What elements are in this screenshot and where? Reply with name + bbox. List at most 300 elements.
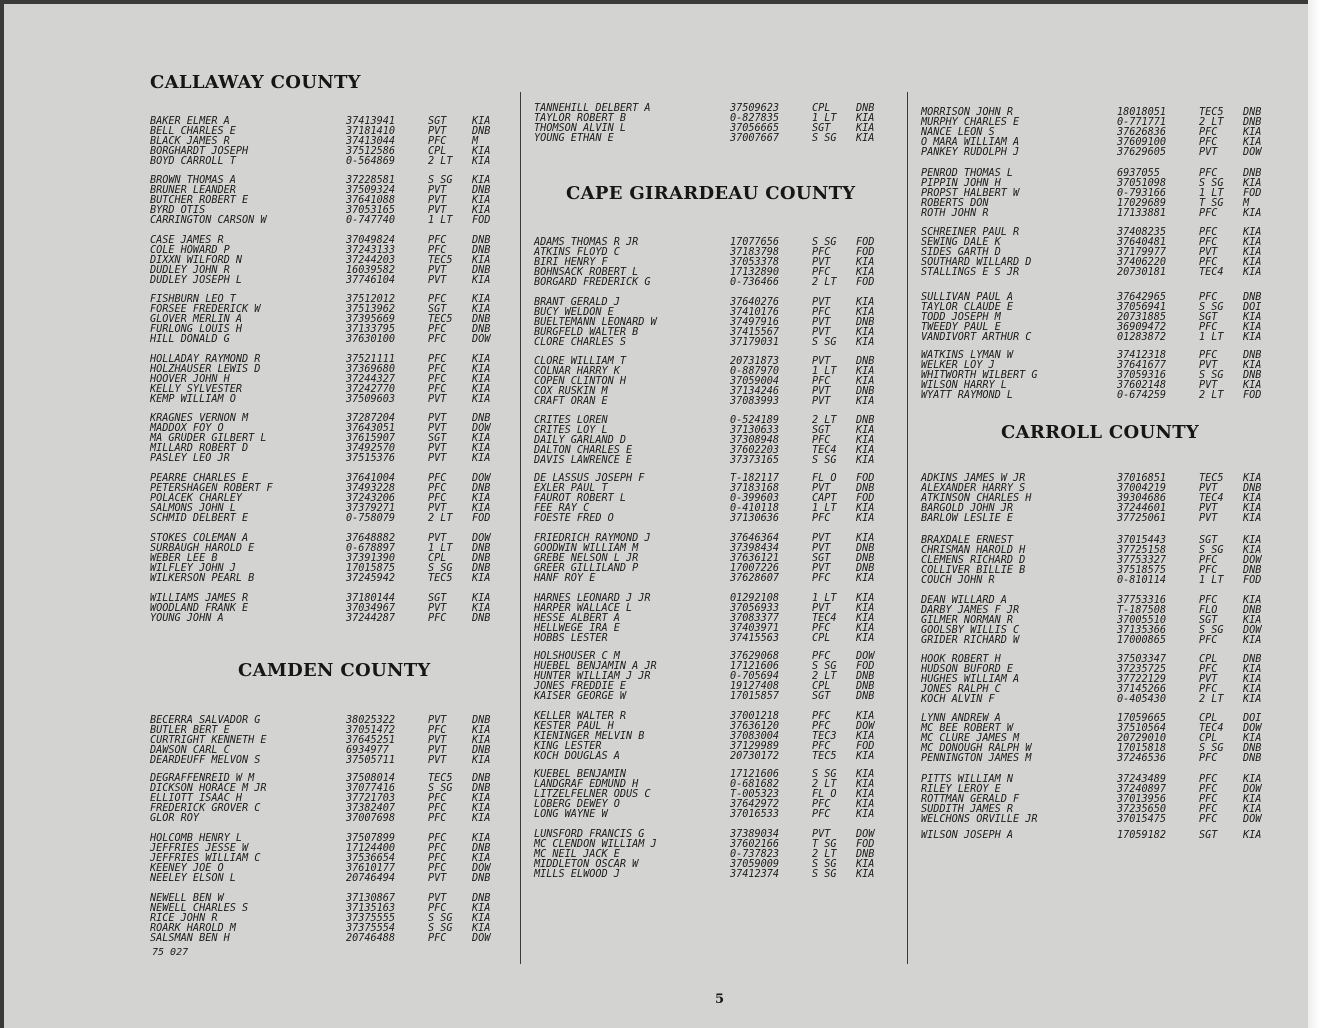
rank: S SG — [812, 869, 837, 880]
rank: PFC — [1199, 237, 1218, 248]
soldier-name: STOKES COLEMAN A — [150, 533, 249, 544]
rank: PFC — [1199, 227, 1218, 238]
status-code: KIA — [472, 175, 491, 186]
serial-number: 17132890 — [730, 267, 780, 278]
rank: S SG — [1199, 370, 1224, 381]
serial-number: 0-405430 — [1117, 694, 1167, 705]
rank: TEC5 — [812, 751, 837, 762]
rank: PFC — [1199, 774, 1218, 785]
serial-number: 19127408 — [730, 681, 780, 692]
soldier-name: HUGHES WILLIAM A — [921, 674, 1020, 685]
serial-number: 20731873 — [730, 356, 780, 367]
soldier-name: GREER GILLILAND P — [534, 563, 639, 574]
serial-number: 37509324 — [346, 185, 396, 196]
status-code: KIA — [1243, 535, 1262, 546]
soldier-name: CHRISMAN HAROLD H — [921, 545, 1026, 556]
status-code: KIA — [472, 735, 491, 746]
rank: 1 LT — [1199, 332, 1224, 343]
soldier-name: MIDDLETON OSCAR W — [534, 859, 639, 870]
soldier-name: KEENEY JOE O — [150, 863, 224, 874]
serial-number: 37615907 — [346, 433, 396, 444]
serial-number: 37641088 — [346, 195, 396, 206]
status-code: KIA — [1243, 794, 1262, 805]
status-code: KIA — [472, 146, 491, 157]
soldier-name: BURGFELD WALTER B — [534, 327, 639, 338]
status-code: DOI — [1243, 713, 1262, 724]
serial-number: 37641004 — [346, 473, 396, 484]
rank: TEC4 — [1199, 267, 1224, 278]
soldier-name: BARLOW LESLIE E — [921, 513, 1014, 524]
soldier-name: DIXXN WILFORD N — [150, 255, 243, 266]
soldier-name: MC BEE ROBERT W — [921, 723, 1014, 734]
soldier-name: CARRINGTON CARSON W — [150, 215, 267, 226]
soldier-name: WELCHONS ORVILLE JR — [921, 814, 1038, 825]
status-code: KIA — [856, 307, 875, 318]
serial-number: 37016851 — [1117, 473, 1167, 484]
status-code: DNB — [472, 773, 491, 784]
rank: PVT — [428, 205, 447, 216]
rank: PFC — [428, 863, 447, 874]
rank: T SG — [812, 839, 837, 850]
rank: PFC — [1199, 794, 1218, 805]
rank: PFC — [1199, 137, 1218, 148]
soldier-name: COPEN CLINTON H — [534, 376, 627, 387]
rank: TEC5 — [1199, 473, 1224, 484]
soldier-name: MILLARD ROBERT D — [150, 443, 249, 454]
soldier-name: PASLEY LEO JR — [150, 453, 230, 464]
serial-number: 37640276 — [730, 297, 780, 308]
rank: PFC — [812, 721, 831, 732]
rank: PVT — [812, 603, 831, 614]
status-code: KIA — [472, 294, 491, 305]
rank: PFC — [428, 725, 447, 736]
rank: PVT — [812, 483, 831, 494]
status-code: KIA — [1243, 774, 1262, 785]
serial-number: 37246536 — [1117, 753, 1167, 764]
serial-number: 17015857 — [730, 691, 780, 702]
serial-number: 0-410118 — [730, 503, 780, 514]
serial-number: 0-399603 — [730, 493, 780, 504]
status-code: DNB — [472, 413, 491, 424]
soldier-name: MC CLENDON WILLIAM J — [534, 839, 657, 850]
rank: PFC — [428, 853, 447, 864]
rank: 2 LT — [1199, 694, 1224, 705]
serial-number: 37509623 — [730, 103, 780, 114]
soldier-name: BYRD OTIS — [150, 205, 206, 216]
rank: S SG — [812, 237, 837, 248]
soldier-name: GOODWIN WILLIAM M — [534, 543, 639, 554]
serial-number: 37179031 — [730, 337, 780, 348]
status-code: KIA — [1243, 664, 1262, 675]
serial-number: 37507899 — [346, 833, 396, 844]
rank: SGT — [812, 425, 831, 436]
rank: 1 LT — [1199, 188, 1224, 199]
status-code: DOW — [856, 721, 875, 732]
rank: SGT — [428, 433, 447, 444]
soldier-name: HOOK ROBERT H — [921, 654, 1001, 665]
serial-number: 37642965 — [1117, 292, 1167, 303]
status-code: KIA — [1243, 137, 1262, 148]
status-code: DNB — [472, 324, 491, 335]
status-code: KIA — [472, 394, 491, 405]
serial-number: 17121606 — [730, 661, 780, 672]
rank: PVT — [428, 715, 447, 726]
rank: PVT — [812, 543, 831, 554]
soldier-name: COLNAR HARRY K — [534, 366, 620, 377]
serial-number: 37181410 — [346, 126, 396, 137]
soldier-name: LUNSFORD FRANCIS G — [534, 829, 645, 840]
rank: PFC — [1199, 635, 1218, 646]
serial-number: 37180144 — [346, 593, 396, 604]
rank: PFC — [1199, 127, 1218, 138]
soldier-name: MC NEIL JACK E — [534, 849, 620, 860]
serial-number: 36909472 — [1117, 322, 1167, 333]
rank: SGT — [1199, 535, 1218, 546]
soldier-name: BUELTEMANN LEONARD W — [534, 317, 657, 328]
serial-number: 37083377 — [730, 613, 780, 624]
serial-number: 37725061 — [1117, 513, 1167, 524]
soldier-name: BRANT GERALD J — [534, 297, 620, 308]
soldier-name: HARPER WALLACE L — [534, 603, 633, 614]
serial-number: 37415563 — [730, 633, 780, 644]
soldier-name: HOLZHAUSER LEWIS D — [150, 364, 261, 375]
status-code: KIA — [1243, 227, 1262, 238]
status-code: KIA — [856, 376, 875, 387]
serial-number: 37497916 — [730, 317, 780, 328]
serial-number: 37398434 — [730, 543, 780, 554]
rank: SGT — [428, 593, 447, 604]
soldier-name: PITTS WILLIAM N — [921, 774, 1014, 785]
status-code: DNB — [1243, 350, 1262, 361]
serial-number: 37059316 — [1117, 370, 1167, 381]
soldier-name: WILSON JOSEPH A — [921, 830, 1014, 841]
serial-number: 37395669 — [346, 314, 396, 325]
soldier-name: BUTLER BERT E — [150, 725, 230, 736]
soldier-name: COLLIVER BILLIE B — [921, 565, 1026, 576]
rank: PFC — [1199, 664, 1218, 675]
rank: PVT — [1199, 380, 1218, 391]
soldier-name: BECERRA SALVADOR G — [150, 715, 261, 726]
column-divider-left — [520, 92, 521, 964]
serial-number: 37628607 — [730, 573, 780, 584]
rank: PVT — [428, 755, 447, 766]
serial-number: 37412318 — [1117, 350, 1167, 361]
status-code: KIA — [472, 503, 491, 514]
rank: PVT — [428, 873, 447, 884]
status-code: DOW — [472, 933, 491, 944]
status-code: KIA — [856, 593, 875, 604]
serial-number: T-182117 — [730, 473, 780, 484]
rank: FL O — [812, 789, 837, 800]
soldier-name: ALEXANDER HARRY S — [921, 483, 1026, 494]
rank: CPL — [1199, 733, 1218, 744]
soldier-name: KAISER GEORGE W — [534, 691, 627, 702]
status-code: FOD — [856, 237, 875, 248]
rank: PFC — [1199, 814, 1218, 825]
serial-number: 37059004 — [730, 376, 780, 387]
status-code: KIA — [472, 833, 491, 844]
serial-number: 38025322 — [346, 715, 396, 726]
status-code: DNB — [472, 613, 491, 624]
rank: PVT — [428, 185, 447, 196]
status-code: KIA — [1243, 635, 1262, 646]
status-code: KIA — [1243, 694, 1262, 705]
serial-number: 37403971 — [730, 623, 780, 634]
rank: PFC — [812, 623, 831, 634]
status-code: KIA — [472, 116, 491, 127]
rank: PFC — [812, 711, 831, 722]
status-code: KIA — [856, 366, 875, 377]
status-code: KIA — [856, 445, 875, 456]
soldier-name: JEFFRIES WILLIAM C — [150, 853, 261, 864]
status-code: DNB — [856, 553, 875, 564]
soldier-name: GLOVER MERLIN A — [150, 314, 243, 325]
status-code: M — [1243, 198, 1250, 209]
soldier-name: ADAMS THOMAS R JR — [534, 237, 639, 248]
status-code: DOW — [1243, 723, 1262, 734]
soldier-name: BIRI HENRY F — [534, 257, 608, 268]
soldier-name: WILSON HARRY L — [921, 380, 1007, 391]
serial-number: 37244287 — [346, 613, 396, 624]
rank: S SG — [428, 175, 453, 186]
status-code: KIA — [1243, 615, 1262, 626]
serial-number: 37059009 — [730, 859, 780, 870]
county-heading: CARROLL COUNTY — [1001, 422, 1200, 443]
serial-number: 37503347 — [1117, 654, 1167, 665]
status-code: DNB — [856, 563, 875, 574]
serial-number: 0-747740 — [346, 215, 396, 226]
serial-number: 37373165 — [730, 455, 780, 466]
serial-number: 37007698 — [346, 813, 396, 824]
rank: PVT — [812, 356, 831, 367]
soldier-name: DEARDEUFF MELVON S — [150, 755, 261, 766]
status-code: FOD — [856, 277, 875, 288]
rank: PFC — [1199, 350, 1218, 361]
serial-number: 37642972 — [730, 799, 780, 810]
serial-number: 37721703 — [346, 793, 396, 804]
soldier-name: GRIDER RICHARD W — [921, 635, 1020, 646]
serial-number: 37015475 — [1117, 814, 1167, 825]
rank: CPL — [1199, 654, 1218, 665]
serial-number: 37049824 — [346, 235, 396, 246]
serial-number: 37512586 — [346, 146, 396, 157]
soldier-name: RICE JOHN R — [150, 913, 218, 924]
status-code: DNB — [1243, 107, 1262, 118]
rank: PFC — [1199, 292, 1218, 303]
rank: PFC — [428, 384, 447, 395]
soldier-name: NEWELL BEN W — [150, 893, 224, 904]
serial-number: T-005323 — [730, 789, 780, 800]
status-code: DNB — [472, 843, 491, 854]
soldier-name: HUEBEL BENJAMIN A JR — [534, 661, 657, 672]
soldier-name: HUDSON BUFORD E — [921, 664, 1014, 675]
soldier-name: TANNEHILL DELBERT A — [534, 103, 651, 114]
soldier-name: LANDGRAF EDMUND H — [534, 779, 639, 790]
rank: 1 LT — [812, 366, 837, 377]
status-code: KIA — [1243, 267, 1262, 278]
scan-edge — [1308, 0, 1320, 1028]
soldier-name: BORGARD FREDERICK G — [534, 277, 651, 288]
rank: PVT — [428, 394, 447, 405]
rank: PVT — [812, 396, 831, 407]
serial-number: 37643051 — [346, 423, 396, 434]
status-code: KIA — [856, 123, 875, 134]
serial-number: 37034967 — [346, 603, 396, 614]
status-code: FOD — [856, 661, 875, 672]
soldier-name: YOUNG JOHN A — [150, 613, 224, 624]
serial-number: 37648882 — [346, 533, 396, 544]
serial-number: 0-678897 — [346, 543, 396, 554]
column-divider-right — [907, 92, 908, 964]
status-code: KIA — [856, 337, 875, 348]
rank: PVT — [812, 327, 831, 338]
serial-number: 0-674259 — [1117, 390, 1167, 401]
soldier-name: HELLWEGE IRA E — [534, 623, 620, 634]
serial-number: 17029689 — [1117, 198, 1167, 209]
status-code: KIA — [1243, 312, 1262, 323]
rank: PVT — [428, 443, 447, 454]
rank: PFC — [1199, 565, 1218, 576]
status-code: DOI — [1243, 302, 1262, 313]
rank: S SG — [428, 913, 453, 924]
rank: FLO — [1199, 605, 1218, 616]
status-code: FOD — [1243, 575, 1262, 586]
status-code: KIA — [1243, 247, 1262, 258]
rank: PVT — [428, 126, 447, 137]
soldier-name: SUDDITH JAMES R — [921, 804, 1014, 815]
status-code: KIA — [856, 435, 875, 446]
rank: PFC — [428, 374, 447, 385]
status-code: DNB — [856, 356, 875, 367]
serial-number: 16039582 — [346, 265, 396, 276]
serial-number: 37641677 — [1117, 360, 1167, 371]
rank: PFC — [1199, 784, 1218, 795]
serial-number: 17015875 — [346, 563, 396, 574]
status-code: DNB — [856, 543, 875, 554]
status-code: KIA — [472, 803, 491, 814]
status-code: KIA — [1243, 237, 1262, 248]
serial-number: 37382407 — [346, 803, 396, 814]
serial-number: 37389034 — [730, 829, 780, 840]
rank: PVT — [1199, 483, 1218, 494]
status-code: KIA — [1243, 830, 1262, 841]
status-code: DNB — [856, 103, 875, 114]
soldier-name: WEBER LEE B — [150, 553, 218, 564]
rank: PVT — [812, 317, 831, 328]
serial-number: 37518575 — [1117, 565, 1167, 576]
soldier-name: DICKSON HORACE M JR — [150, 783, 267, 794]
serial-number: 01292108 — [730, 593, 780, 604]
status-code: DOW — [1243, 147, 1262, 158]
status-code: KIA — [472, 493, 491, 504]
serial-number: 0-681682 — [730, 779, 780, 790]
serial-number: 37129989 — [730, 741, 780, 752]
serial-number: 37722129 — [1117, 674, 1167, 685]
serial-number: 37135163 — [346, 903, 396, 914]
serial-number: 37636120 — [730, 721, 780, 732]
soldier-name: GILMER NORMAN R — [921, 615, 1014, 626]
rank: PFC — [428, 294, 447, 305]
rank: TEC5 — [428, 255, 453, 266]
status-code: DNB — [856, 681, 875, 692]
rank: S SG — [1199, 302, 1224, 313]
status-code: KIA — [1243, 493, 1262, 504]
rank: PFC — [428, 354, 447, 365]
soldier-name: PENROD THOMAS L — [921, 168, 1014, 179]
rank: PFC — [1199, 208, 1218, 219]
soldier-name: STALLINGS E S JR — [921, 267, 1020, 278]
soldier-name: WILLIAMS JAMES R — [150, 593, 249, 604]
rank: PFC — [428, 803, 447, 814]
rank: SGT — [428, 304, 447, 315]
rank: PFC — [1199, 257, 1218, 268]
soldier-name: WATKINS LYMAN W — [921, 350, 1014, 361]
soldier-name: GREBE NELSON L JR — [534, 553, 639, 564]
status-code: DNB — [472, 563, 491, 574]
status-code: DNB — [1243, 117, 1262, 128]
soldier-name: KELLER WALTER R — [534, 711, 627, 722]
rank: PFC — [812, 376, 831, 387]
serial-number: 37235650 — [1117, 804, 1167, 815]
soldier-name: CRITES LOY L — [534, 425, 608, 436]
serial-number: 17007226 — [730, 563, 780, 574]
rank: PVT — [428, 453, 447, 464]
status-code: DOW — [472, 334, 491, 345]
serial-number: 37492570 — [346, 443, 396, 454]
serial-number: 0-736466 — [730, 277, 780, 288]
serial-number: 37510564 — [1117, 723, 1167, 734]
soldier-name: LITZELFELNER ODUS C — [534, 789, 651, 800]
rank: S SG — [1199, 178, 1224, 189]
soldier-name: WOODLAND FRANK E — [150, 603, 249, 614]
status-code: KIA — [856, 503, 875, 514]
soldier-name: HOOVER JOHN H — [150, 374, 230, 385]
serial-number: 37513962 — [346, 304, 396, 315]
status-code: KIA — [856, 751, 875, 762]
soldier-name: PROPST HALBERT W — [921, 188, 1020, 199]
rank: PFC — [812, 799, 831, 810]
serial-number: 17077656 — [730, 237, 780, 248]
serial-number: 0-887970 — [730, 366, 780, 377]
rank: PVT — [428, 413, 447, 424]
status-code: KIA — [1243, 733, 1262, 744]
rank: SGT — [1199, 830, 1218, 841]
status-code: FOD — [856, 741, 875, 752]
serial-number: 17059182 — [1117, 830, 1167, 841]
soldier-name: COUCH JOHN R — [921, 575, 995, 586]
soldier-name: CLEMENS RICHARD D — [921, 555, 1026, 566]
soldier-name: ROTTMAN GERALD F — [921, 794, 1020, 805]
serial-number: 37053165 — [346, 205, 396, 216]
rank: PVT — [1199, 674, 1218, 685]
status-code: KIA — [856, 455, 875, 466]
serial-number: 37509603 — [346, 394, 396, 405]
status-code: KIA — [856, 533, 875, 544]
status-code: DOW — [472, 423, 491, 434]
rank: PFC — [428, 324, 447, 335]
rank: PVT — [428, 745, 447, 756]
serial-number: 20731885 — [1117, 312, 1167, 323]
footer-code: 75 027 — [152, 947, 189, 958]
soldier-name: KING LESTER — [534, 741, 602, 752]
rank: SGT — [812, 553, 831, 564]
soldier-name: DUDLEY JOSEPH L — [150, 275, 243, 286]
rank: PVT — [1199, 503, 1218, 514]
serial-number: 37375554 — [346, 923, 396, 934]
soldier-name: HUNTER WILLIAM J JR — [534, 671, 651, 682]
serial-number: 37512012 — [346, 294, 396, 305]
serial-number: 37183798 — [730, 247, 780, 258]
